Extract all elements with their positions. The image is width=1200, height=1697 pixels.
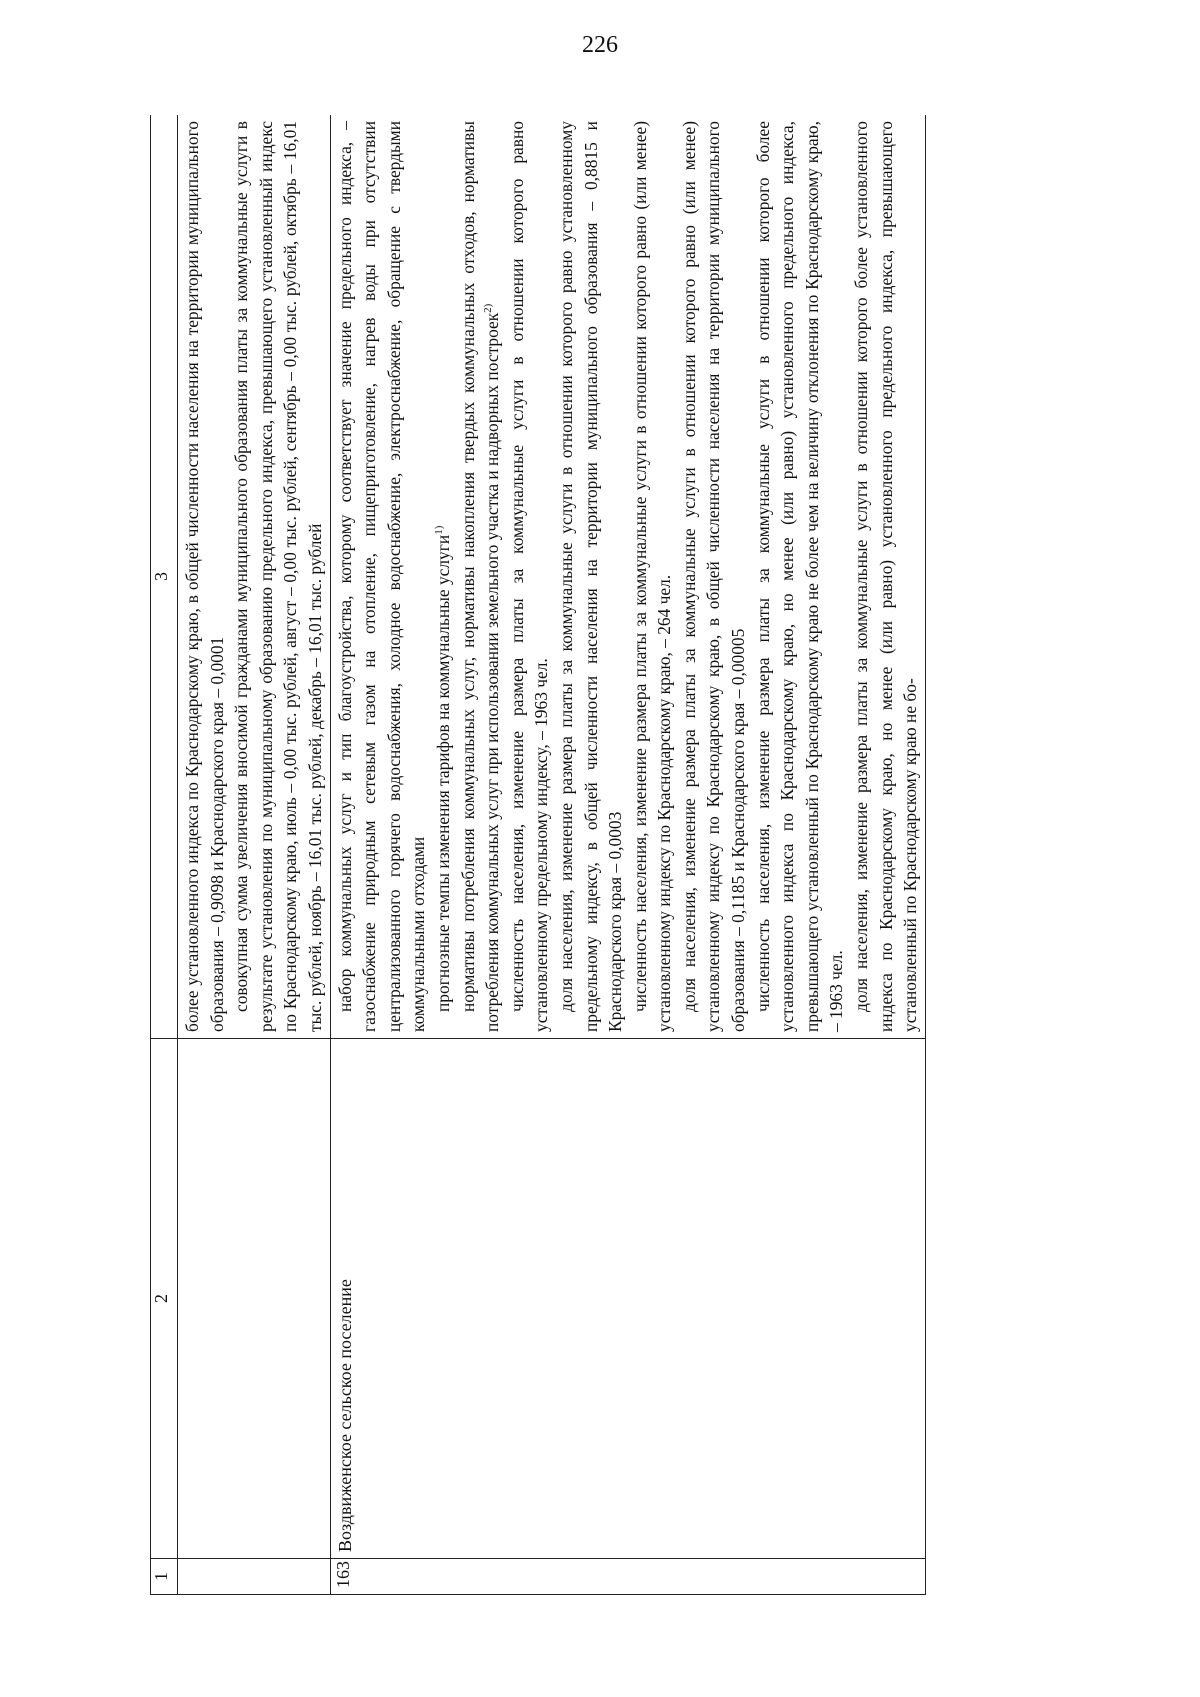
row-number-cell: 163 bbox=[330, 1559, 925, 1595]
rotated-table-region bbox=[150, 115, 1140, 1595]
rotated-table-content bbox=[150, 115, 1140, 1595]
paragraph-text: нормативы потребления коммунальных услуг, нормативы накопления твердых коммунальных отходов, нормативы потребления коммунальных услуг при использовании земельного участка и надворных построек bbox=[457, 121, 503, 1032]
column-header-1: 1 bbox=[151, 1559, 178, 1595]
footnote-marker: 2) bbox=[482, 303, 495, 313]
paragraph bbox=[554, 121, 628, 1032]
paragraph-text: доля населения, изменение размера платы за коммунальные услуги в отношении которого равно (или менее) установленному индексу по Краснодарскому краю, в общей численности населения на территории муниципального образования – 0,1185 и Краснодарского края – 0,00005 bbox=[678, 121, 749, 1032]
paragraph-text: численность населения, изменение размера платы за коммунальные услуги в отношении которого равно (или менее) установленному индексу по Краснодарскому краю, – 264 чел. bbox=[629, 121, 675, 1032]
paragraph bbox=[333, 121, 431, 1032]
paragraph bbox=[751, 121, 849, 1032]
footnote-marker: 1) bbox=[433, 525, 446, 535]
municipality-name-cell: Воздвиженское сельское поселение bbox=[330, 1039, 925, 1559]
page-number: 226 bbox=[582, 32, 618, 58]
paragraph bbox=[677, 121, 751, 1032]
paragraph bbox=[628, 121, 677, 1032]
row-number-cell bbox=[178, 1559, 331, 1595]
paragraph-text: прогнозные темпы изменения тарифов на коммунальные услуги bbox=[432, 534, 453, 1012]
details-cell bbox=[330, 115, 925, 1039]
paragraph-text: численность населения, изменение размера платы за коммунальные услуги в отношении которого равно установленному предельному индексу, – 1963 чел. bbox=[506, 121, 552, 1032]
paragraph bbox=[456, 121, 505, 1032]
paragraph-text: доля населения, изменение размера платы за коммунальные услуги в отношении которого равно установленному предельному индексу, в общей численности населения на территории муниципального образования – 0,8815 и Краснодарского края – 0,0003 bbox=[555, 121, 626, 1032]
paragraph: совокупная сумма увеличения вносимой гражданами муниципального образования платы за коммунальные услуги в результате установления по муниципальному образованию предельного индекса, превышающего установленный индекс по Краснодарскому краю, июль – 0,00 тыс. рублей, август – 0,00 тыс. рублей, сентябрь – 0,00 тыс. рублей, октябрь – 16,01 тыс. рублей, ноябрь – 16,01 тыс. рублей, декабрь – 16,01 тыс. рублей bbox=[231, 121, 325, 1032]
data-table bbox=[150, 115, 926, 1595]
paragraph bbox=[431, 121, 456, 1032]
column-header-2: 2 bbox=[151, 1039, 178, 1559]
table-row bbox=[330, 115, 925, 1595]
municipality-name-cell bbox=[178, 1039, 331, 1559]
paragraph-text: численность населения, изменение размера платы за коммунальные услуги в отношении которого более установленного индекса по Краснодарскому краю, но менее (или равно) установленного предельного индекса, превышающего установленный по Краснодарскому краю не более чем на величину отклонения по Краснодарскому краю, – 1963 чел. bbox=[752, 121, 847, 1032]
paragraph bbox=[849, 121, 923, 1032]
table-row bbox=[178, 115, 331, 1595]
paragraph-text: доля населения, изменение размера платы за коммунальные услуги в отношении которого более установленного индекса по Краснодарскому краю, но менее (или равно) установленного предельного индекса, превышающего установленный по Краснодарскому краю не бо- bbox=[851, 121, 921, 1032]
paragraph bbox=[505, 121, 554, 1032]
paragraph-text: набор коммунальных услуг и тип благоустройства, которому соответствует значение предельного индекса, – газоснабжение природным сетевым газом на отопление, пищеприготовление, нагрев воды при отсутствии централизованного горячего водоснабжения, холодное водоснабжение, электроснабжение, обращение с твердыми коммунальными отходами bbox=[334, 121, 429, 1032]
details-cell bbox=[178, 115, 331, 1039]
column-header-3: 3 bbox=[151, 115, 178, 1039]
table-header-row bbox=[151, 115, 178, 1595]
paragraph: более установленного индекса по Краснодарскому краю, в общей численности населения на территории муниципального образования – 0,9098 и Краснодарского края – 0,0001 bbox=[182, 121, 227, 1032]
